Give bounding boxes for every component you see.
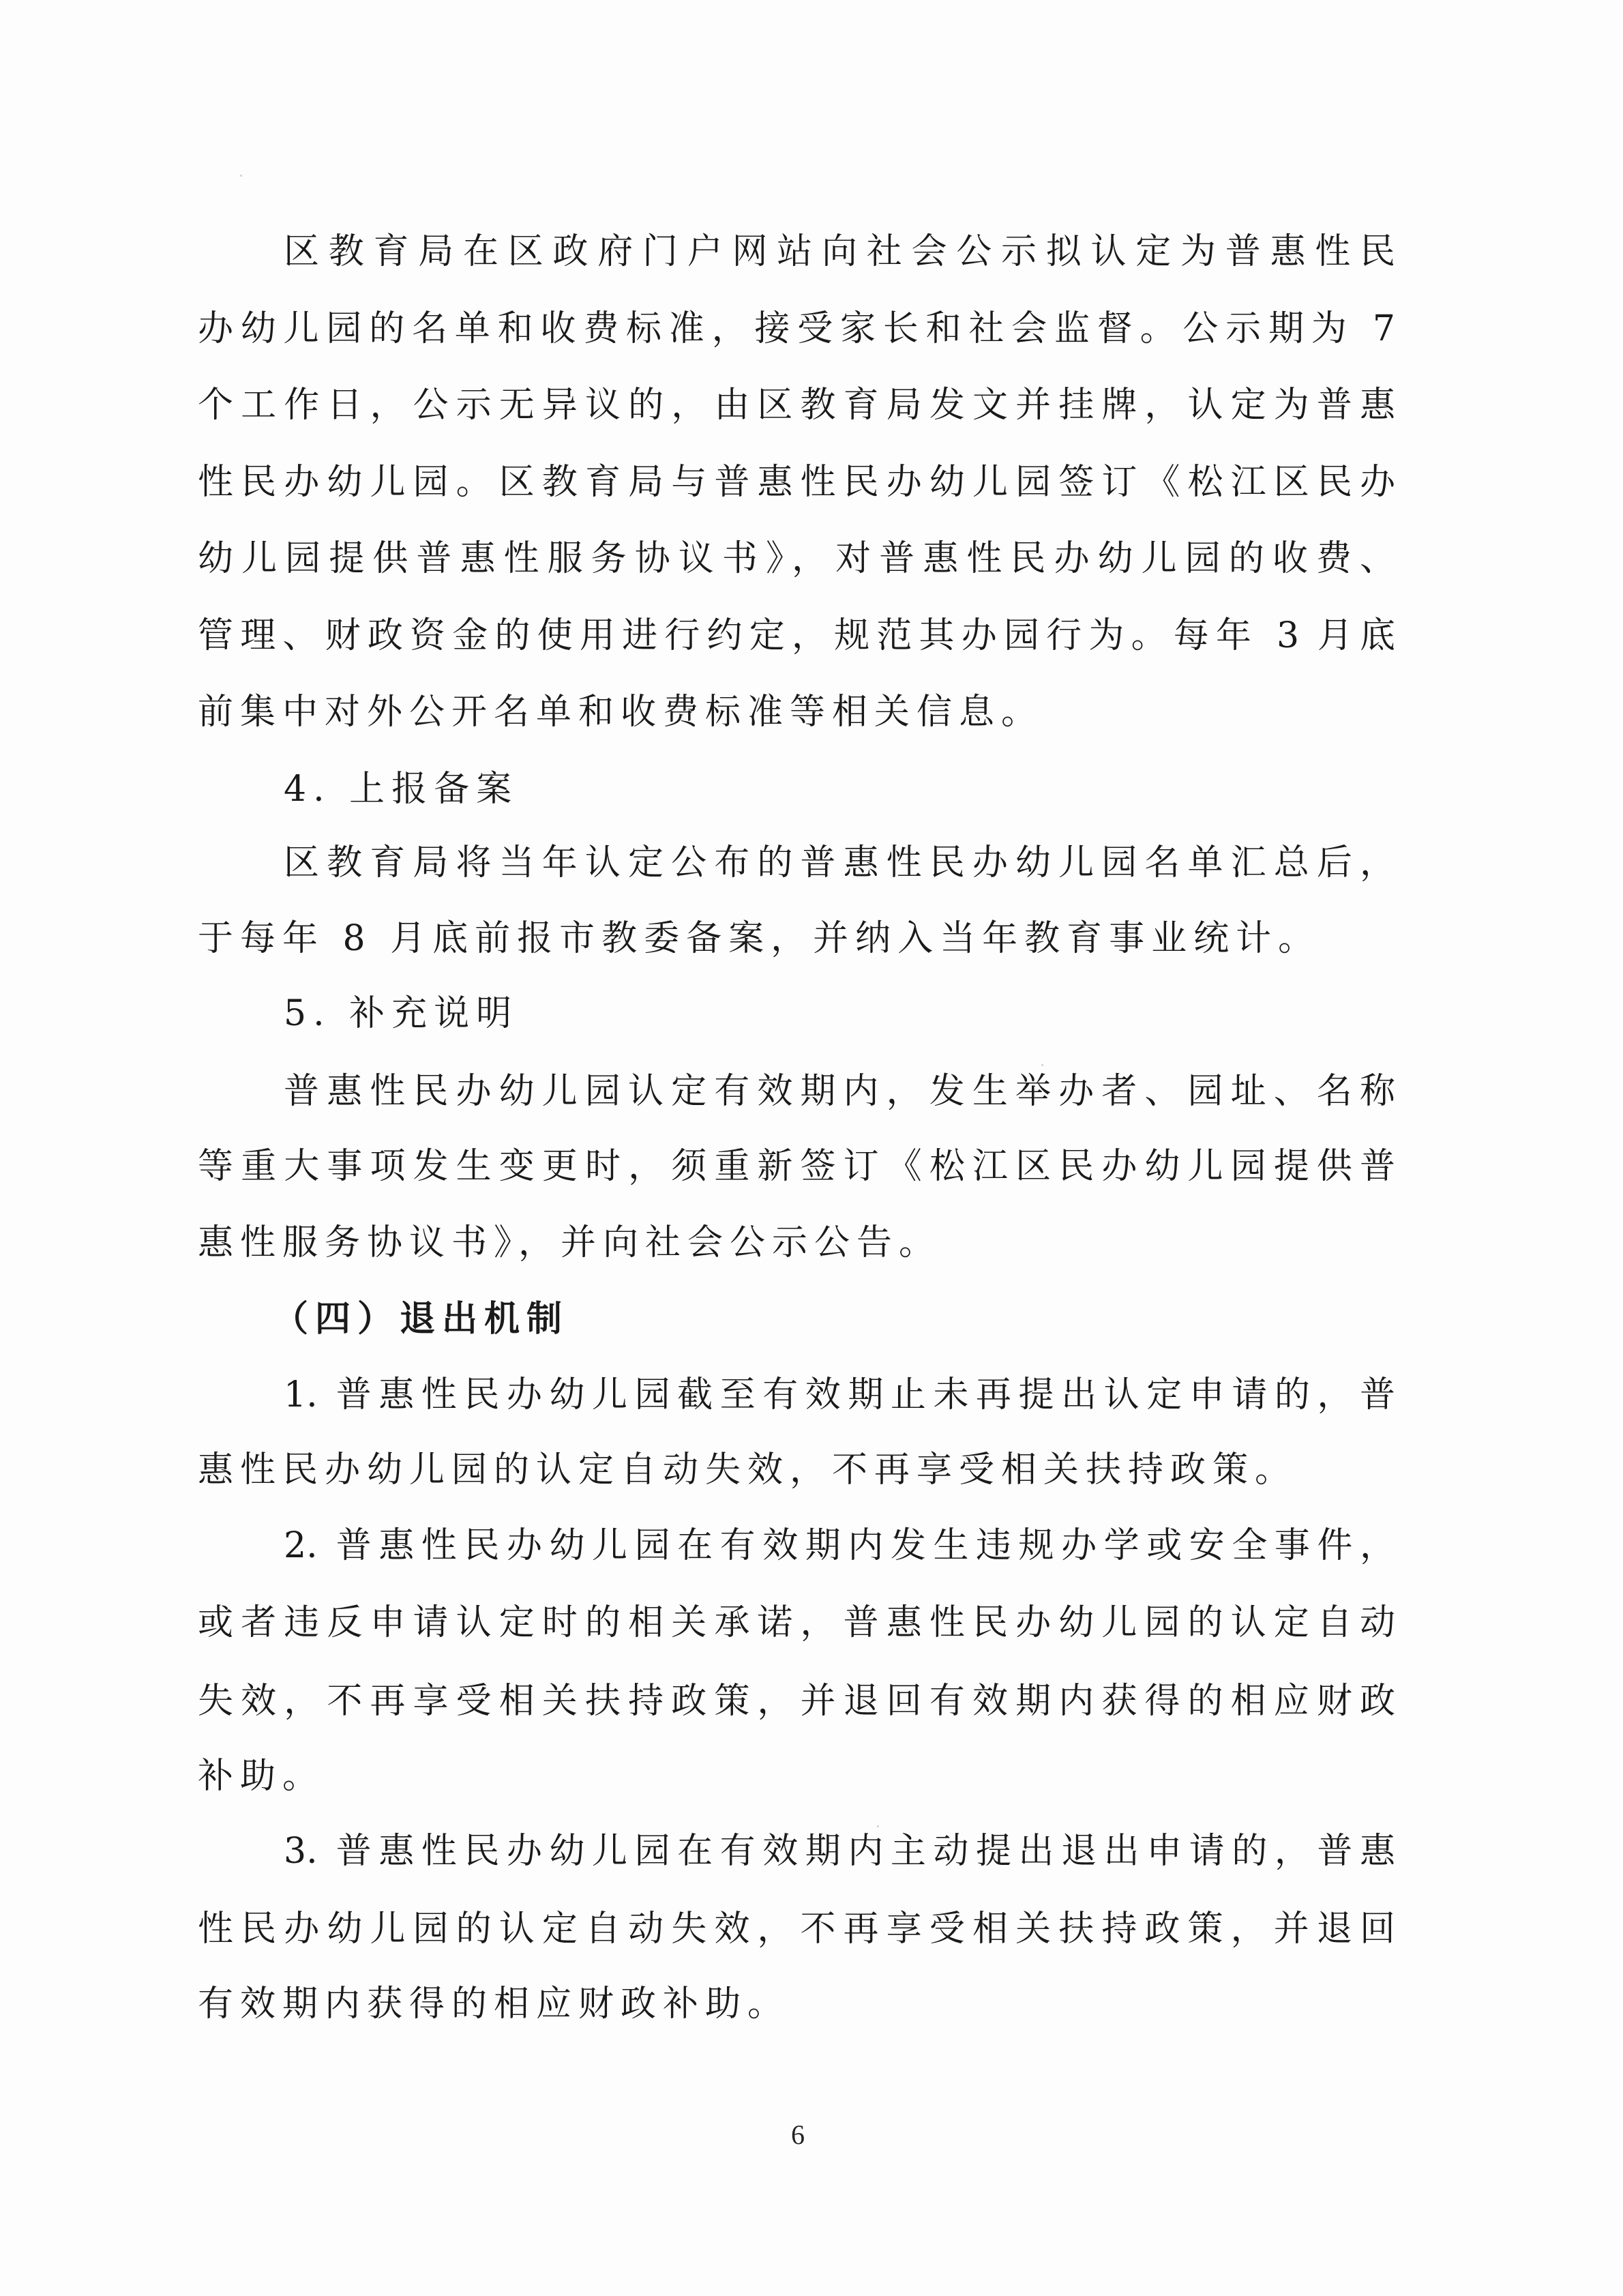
- paragraph-line: 惠性民办幼儿园的认定自动失效，不再享受相关扶持政策。: [198, 1449, 1298, 1490]
- paragraph-line: 普惠性民办幼儿园认定有效期内，发生举办者、园址、名称: [284, 1071, 1395, 1112]
- scan-speck: [877, 1825, 879, 1827]
- paragraph-line: 办幼儿园的名单和收费标准，接受家长和社会监督。公示期为 7: [198, 308, 1395, 349]
- paragraph-line: 个工作日，公示无异议的，由区教育局发文并挂牌，认定为普惠: [198, 385, 1395, 426]
- subheading-supplementary-notes: 5. 补充说明: [284, 993, 519, 1034]
- paragraph-line: 补助。: [198, 1756, 325, 1797]
- paragraph-line: 2. 普惠性民办幼儿园在有效期内发生违规办学或安全事件，: [284, 1525, 1395, 1566]
- paragraph-line: 性民办幼儿园。区教育局与普惠性民办幼儿园签订《松江区民办: [198, 462, 1395, 503]
- scan-speck: [240, 175, 242, 177]
- subheading-report-filing: 4. 上报备案: [284, 769, 519, 810]
- paragraph-line: 有效期内获得的相应财政补助。: [198, 1984, 790, 2025]
- paragraph-line: 或者违反申请认定时的相关承诺，普惠性民办幼儿园的认定自动: [198, 1602, 1395, 1643]
- paragraph-line: 3. 普惠性民办幼儿园在有效期内主动提出退出申请的，普惠: [284, 1831, 1395, 1872]
- paragraph-line: 惠性服务协议书》，并向社会公示公告。: [198, 1222, 942, 1263]
- paragraph-line: 前集中对外公开名单和收费标准等相关信息。: [198, 692, 1044, 733]
- page-number: 6: [791, 2119, 805, 2150]
- paragraph-line: 于每年 8 月底前报市教委备案，并纳入当年教育事业统计。: [198, 918, 1321, 959]
- paragraph-line: 1. 普惠性民办幼儿园截至有效期止未再提出认定申请的，普: [284, 1374, 1395, 1415]
- paragraph-line: 等重大事项发生变更时，须重新签订《松江区民办幼儿园提供普: [198, 1146, 1395, 1187]
- paragraph-line: 管理、财政资金的使用进行约定，规范其办园行为。每年 3 月底: [198, 615, 1395, 656]
- paragraph-line: 区教育局将当年认定公布的普惠性民办幼儿园名单汇总后，: [284, 842, 1395, 883]
- paragraph-line: 幼儿园提供普惠性服务协议书》，对普惠性民办幼儿园的收费、: [198, 538, 1395, 579]
- paragraph-line: 失效，不再享受相关扶持政策，并退回有效期内获得的相应财政: [198, 1681, 1395, 1722]
- section-heading-exit-mechanism: （四）退出机制: [273, 1298, 569, 1340]
- paragraph-line: 性民办幼儿园的认定自动失效，不再享受相关扶持政策，并退回: [198, 1909, 1395, 1949]
- scan-speck: [1041, 1064, 1043, 1066]
- paragraph-line: 区教育局在区政府门户网站向社会公示拟认定为普惠性民: [284, 231, 1395, 272]
